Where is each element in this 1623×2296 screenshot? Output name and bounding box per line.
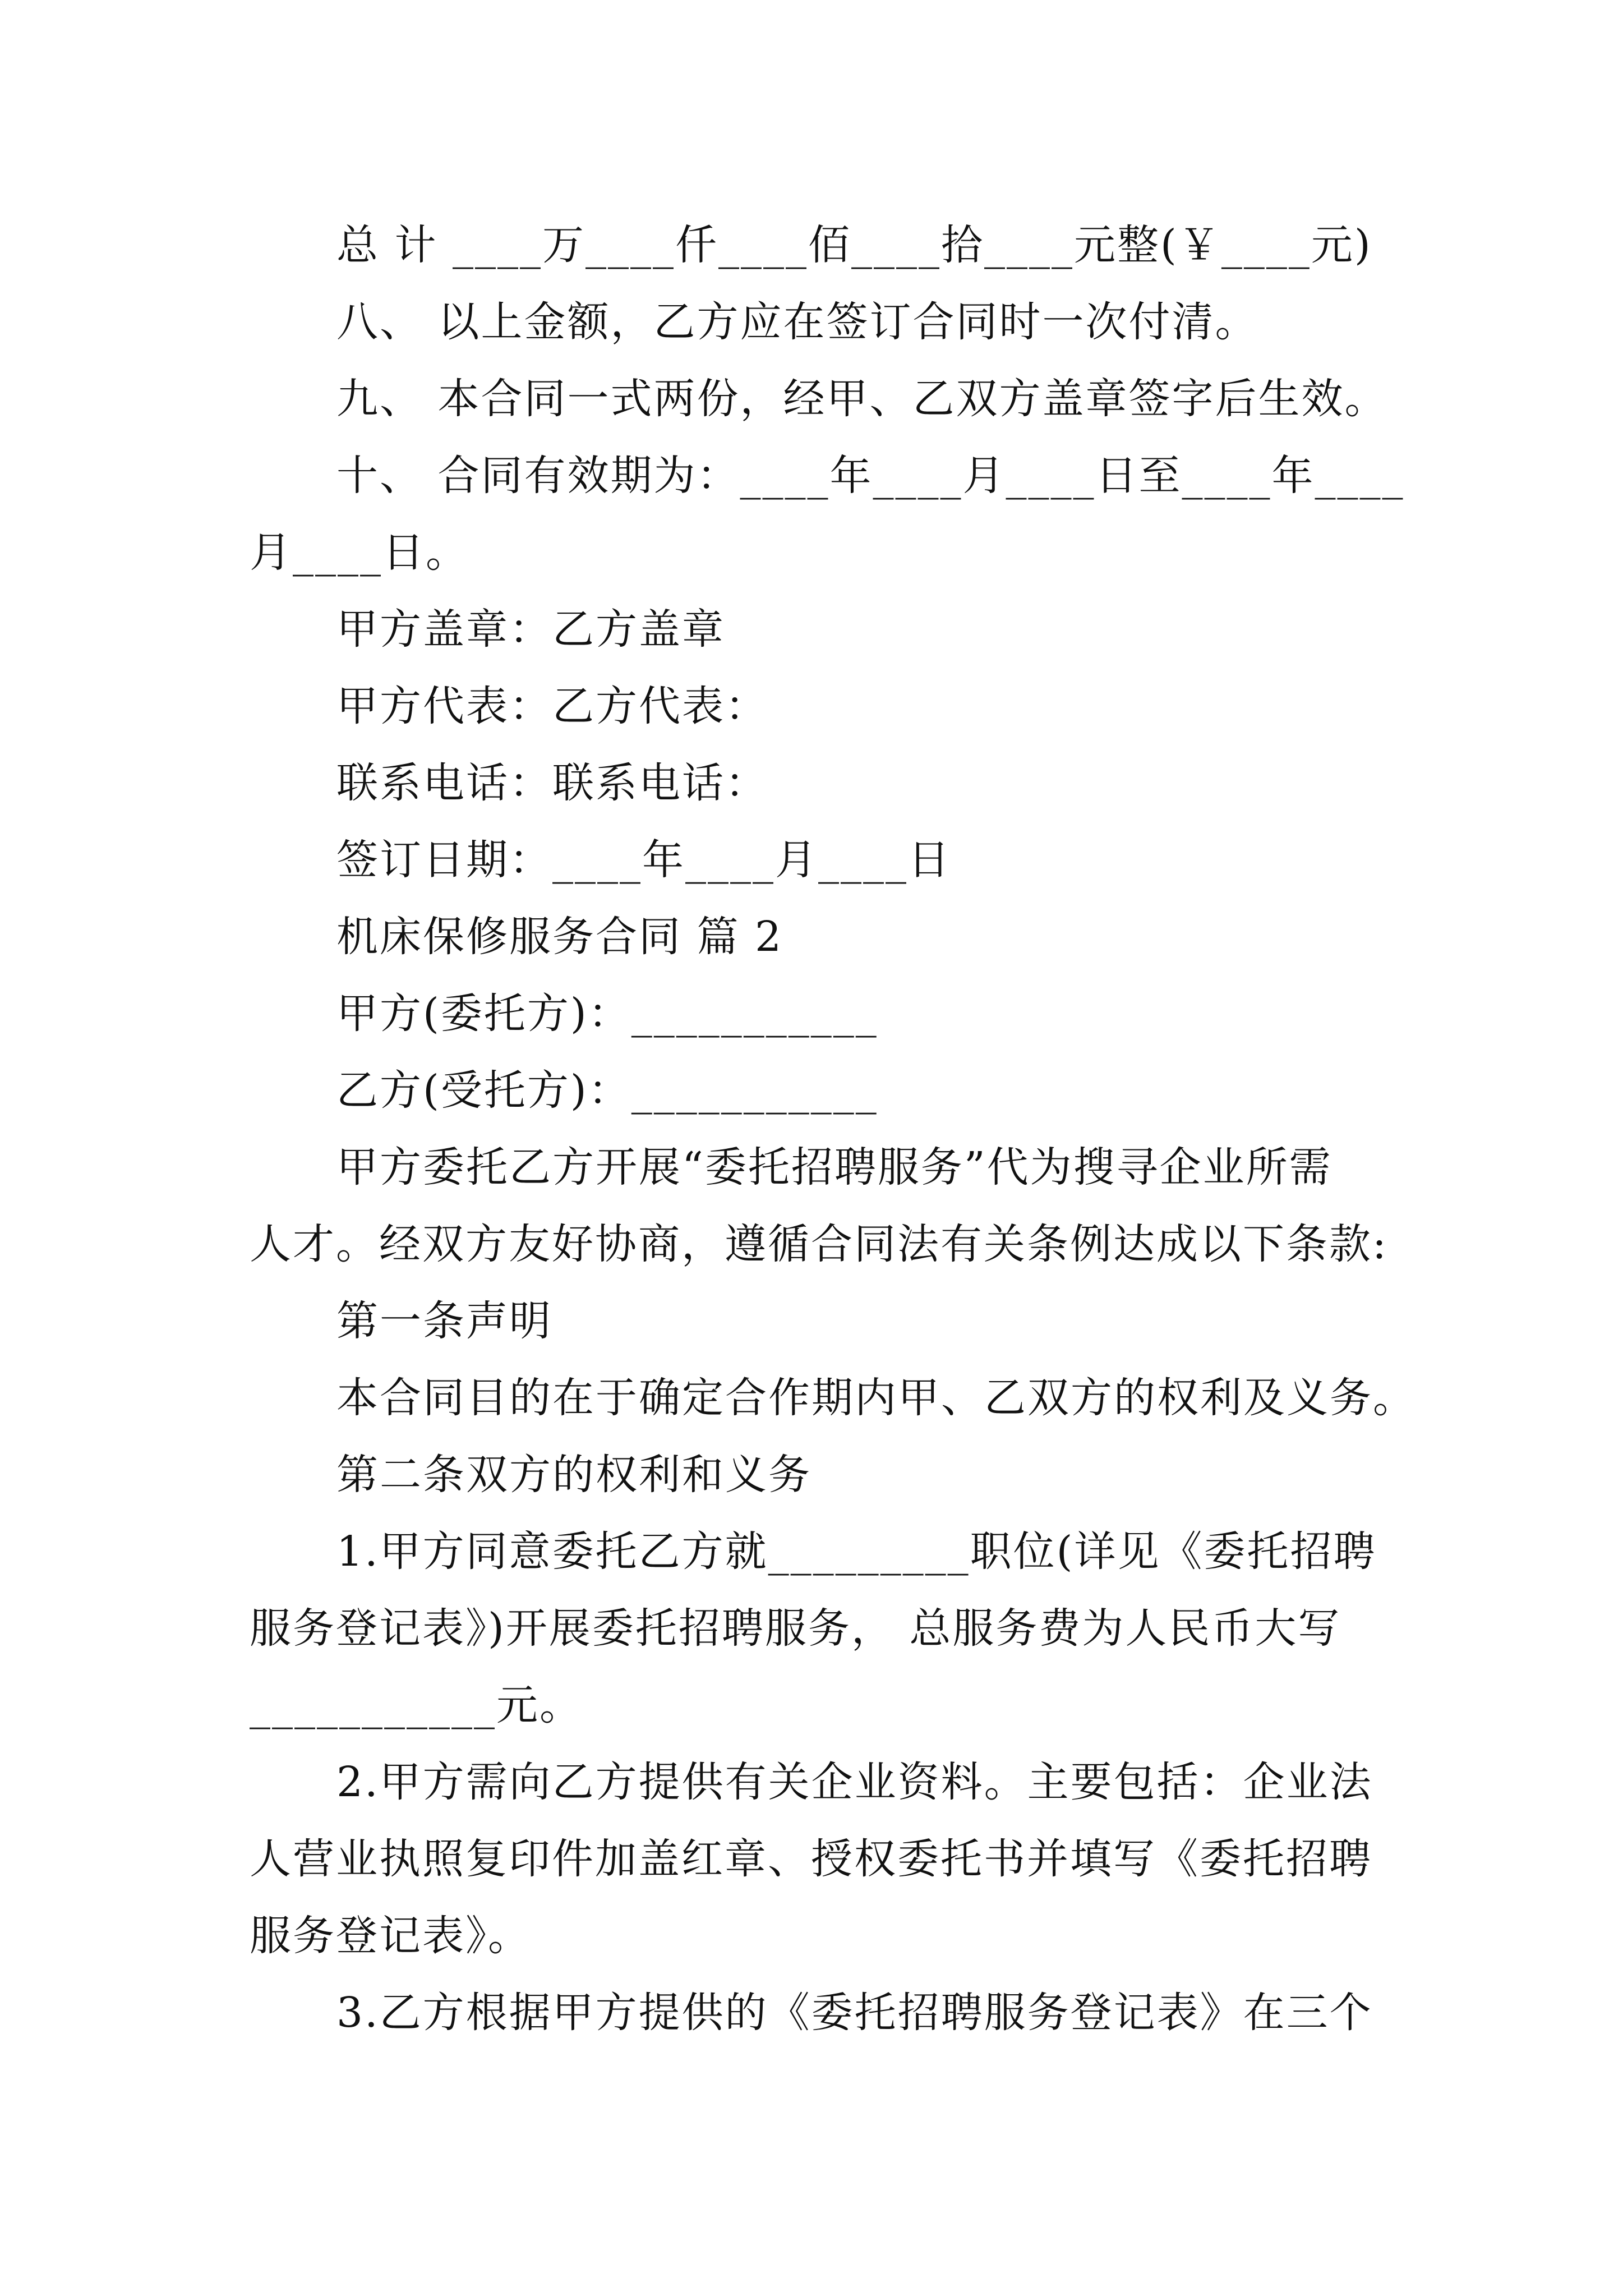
item-2-line-2: 人营业执照复印件加盖红章、授权委托书并填写《委托招聘 — [250, 1835, 1372, 1883]
party-a-line: 甲方(委托方)：___________ — [336, 990, 878, 1038]
item-2-line-1: 2.甲方需向乙方提供有关企业资料。主要包括：企业法 — [336, 1758, 1373, 1806]
clause-10-continued: 月____日。 — [250, 528, 469, 577]
sign-date-line: 签订日期：____年____月____日 — [336, 836, 951, 884]
item-1-line-2: 服务登记表》)开展委托招聘服务， 总服务费为人民币大写 — [250, 1604, 1341, 1653]
item-1-line-1: 1.甲方同意委托乙方就_________职位(详见《委托招聘 — [336, 1527, 1377, 1576]
article-1-text: 本合同目的在于确定合作期内甲、乙双方的权利及义务。 — [336, 1374, 1416, 1422]
article-2-title: 第二条双方的权利和义务 — [336, 1451, 811, 1499]
item-2-line-3: 服务登记表》。 — [250, 1912, 531, 1960]
intro-paragraph-line-1: 甲方委托乙方开展“委托招聘服务”代为搜寻企业所需 — [336, 1143, 1332, 1191]
intro-paragraph-line-2: 人才。经双方友好协商，遵循合同法有关条例达成以下条款: — [250, 1220, 1388, 1268]
section-title: 机床保修服务合同 篇 2 — [336, 913, 783, 961]
item-1-line-3: ___________元。 — [250, 1681, 583, 1729]
clause-10: 十、 合同有效期为：____年____月____日至____年____ — [336, 452, 1405, 500]
total-amount-line: 总 计 ____万____仟____佰____拾____元整(￥____元) — [336, 221, 1372, 269]
party-b-line: 乙方(受托方)：___________ — [336, 1066, 878, 1115]
seal-line: 甲方盖章：乙方盖章 — [336, 605, 725, 654]
item-3-line-1: 3.乙方根据甲方提供的《委托招聘服务登记表》在三个 — [336, 1989, 1373, 2037]
clause-8: 八、 以上金额，乙方应在签订合同时一次付清。 — [336, 298, 1258, 346]
article-1-title: 第一条声明 — [336, 1297, 552, 1345]
clause-9: 九、 本合同一式两份，经甲、乙双方盖章签字后生效。 — [336, 375, 1388, 423]
phone-line: 联系电话：联系电话： — [336, 759, 768, 807]
representative-line: 甲方代表：乙方代表： — [336, 682, 768, 730]
